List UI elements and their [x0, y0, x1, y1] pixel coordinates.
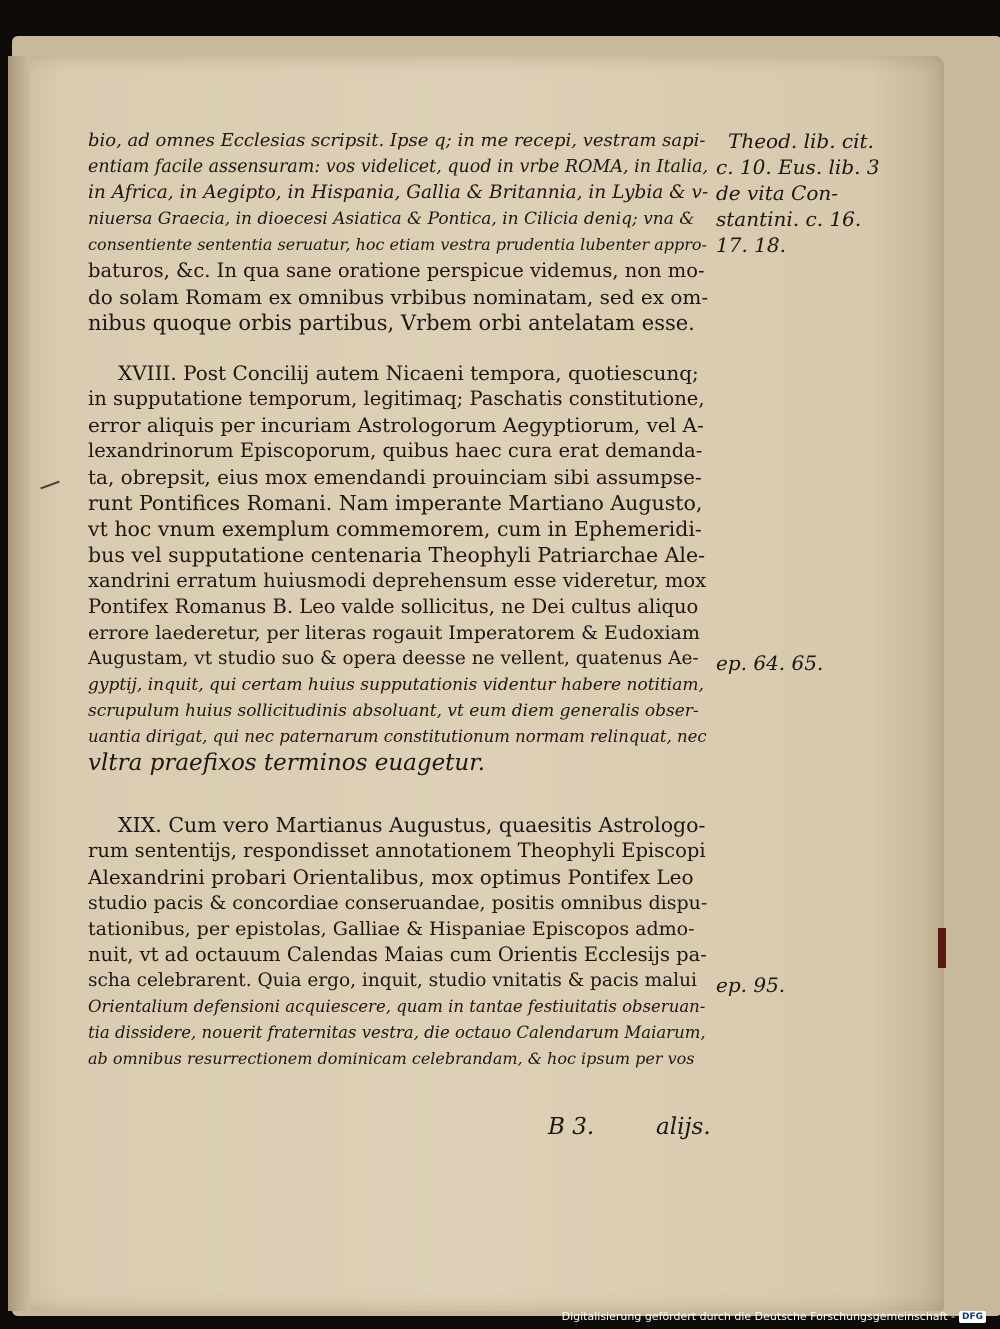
text-line: scha celebrarent. Quia ergo, inquit, studio vnitatis & pacis malui	[88, 970, 697, 991]
signature-mark: B 3.	[548, 1114, 595, 1140]
text-line: uantia dirigat, qui nec paternarum constitutionum normam relinquat, nec	[88, 727, 707, 746]
margin-note: stantini. c. 16.	[716, 207, 862, 231]
text-line: nuit, vt ad octauum Calendas Maias cum Orientis Ecclesijs pa-	[88, 943, 707, 966]
text-line: runt Pontifices Romani. Nam imperante Martiano Augusto,	[88, 491, 703, 515]
dfg-logo-icon: DFG	[959, 1311, 986, 1323]
text-line: nibus quoque orbis partibus, Vrbem orbi antelatam esse.	[88, 311, 695, 335]
text-line: in supputatione temporum, legitimaq; Paschatis constitutione,	[88, 387, 705, 410]
margin-note: ep. 64. 65.	[716, 651, 824, 675]
text-line: lexandrinorum Episcoporum, quibus haec cura erat demanda-	[88, 439, 703, 462]
text-line: do solam Romam ex omnibus vrbibus nominatam, sed ex om-	[88, 285, 709, 309]
text-line: bio, ad omnes Ecclesias scripsit. Ipse q; in me recepi, vestram sapi-	[88, 130, 706, 151]
text-line: ta, obrepsit, eius mox emendandi prouinciam sibi assumpse-	[88, 465, 702, 489]
margin-note: Theod. lib. cit.	[728, 129, 874, 153]
footer-text: Digitalisierung gefördert durch die Deutsche Forschungsgemeinschaft -	[561, 1310, 955, 1323]
margin-note: de vita Con-	[716, 181, 838, 205]
text-line: xandrini erratum huiusmodi deprehensum esse videretur, mox	[88, 569, 707, 592]
text-line: Alexandrini probari Orientalibus, mox optimus Pontifex Leo	[88, 865, 694, 889]
margin-note: ep. 95.	[716, 973, 786, 997]
text-line: ab omnibus resurrectionem dominicam celebrandam, & hoc ipsum per vos	[88, 1049, 695, 1068]
text-line: baturos, &c. In qua sane oratione perspicue videmus, non mo-	[88, 259, 705, 282]
margin-note: c. 10. Eus. lib. 3	[716, 155, 880, 179]
text-line: Augustam, vt studio suo & opera deesse ne vellent, quatenus Ae-	[88, 648, 699, 669]
text-line: vt hoc vnum exemplum commemorem, cum in Ephemeridi-	[88, 517, 702, 541]
text-line: studio pacis & concordiae conseruandae, positis omnibus dispu-	[88, 892, 708, 914]
paragraph-1	[88, 128, 708, 336]
text-line: errore laederetur, per literas rogauit Imperatorem & Eudoxiam	[88, 622, 700, 644]
text-line: bus vel supputatione centenaria Theophyli Patriarchae Ale-	[88, 543, 706, 567]
digitization-footer	[562, 1310, 986, 1323]
text-line: tationibus, per epistolas, Galliae & Hispaniae Episcopos admo-	[88, 918, 695, 940]
text-line: XVIII. Post Concilij autem Nicaeni tempora, quotiescunq;	[118, 361, 699, 385]
text-line: consentiente sententia seruatur, hoc etiam vestra prudentia lubenter appro-	[88, 235, 707, 254]
text-line: XIX. Cum vero Martianus Augustus, quaesitis Astrologo-	[118, 813, 706, 837]
text-line: scrupulum huius sollicitudinis absoluant, vt eum diem generalis obser-	[88, 701, 699, 721]
text-line: rum sententijs, respondisset annotationem Theophyli Episcopi	[88, 839, 706, 862]
text-line: gyptij, inquit, qui certam huius supputationis videntur habere notitiam,	[88, 675, 704, 695]
margin-note: 17. 18.	[716, 233, 786, 257]
paragraph-3	[88, 812, 708, 1072]
text-line: tia dissidere, nouerit fraternitas vestra, die octauo Calendarum Maiarum,	[88, 1023, 706, 1042]
page-tab	[938, 928, 946, 968]
text-line: niuersa Graecia, in dioecesi Asiatica & Pontica, in Cilicia deniq; vna &	[88, 209, 695, 229]
text-line: entiam facile assensuram: vos videlicet, quod in vrbe ROMA, in Italia,	[88, 157, 709, 177]
text-line: error aliquis per incuriam Astrologorum Aegyptiorum, vel A-	[88, 413, 704, 437]
paragraph-2	[88, 360, 708, 776]
text-line: in Africa, in Aegipto, in Hispania, Gallia & Britannia, in Lybia & v-	[88, 182, 709, 203]
text-line: Pontifex Romanus B. Leo valde sollicitus, ne Dei cultus aliquo	[88, 595, 699, 618]
text-line: vltra praefixos terminos euagetur.	[88, 750, 486, 776]
catchword: alijs.	[656, 1114, 711, 1140]
text-line: Orientalium defensioni acquiescere, quam in tantae festiuitatis obseruan-	[88, 997, 706, 1016]
page-gutter	[8, 56, 30, 1311]
